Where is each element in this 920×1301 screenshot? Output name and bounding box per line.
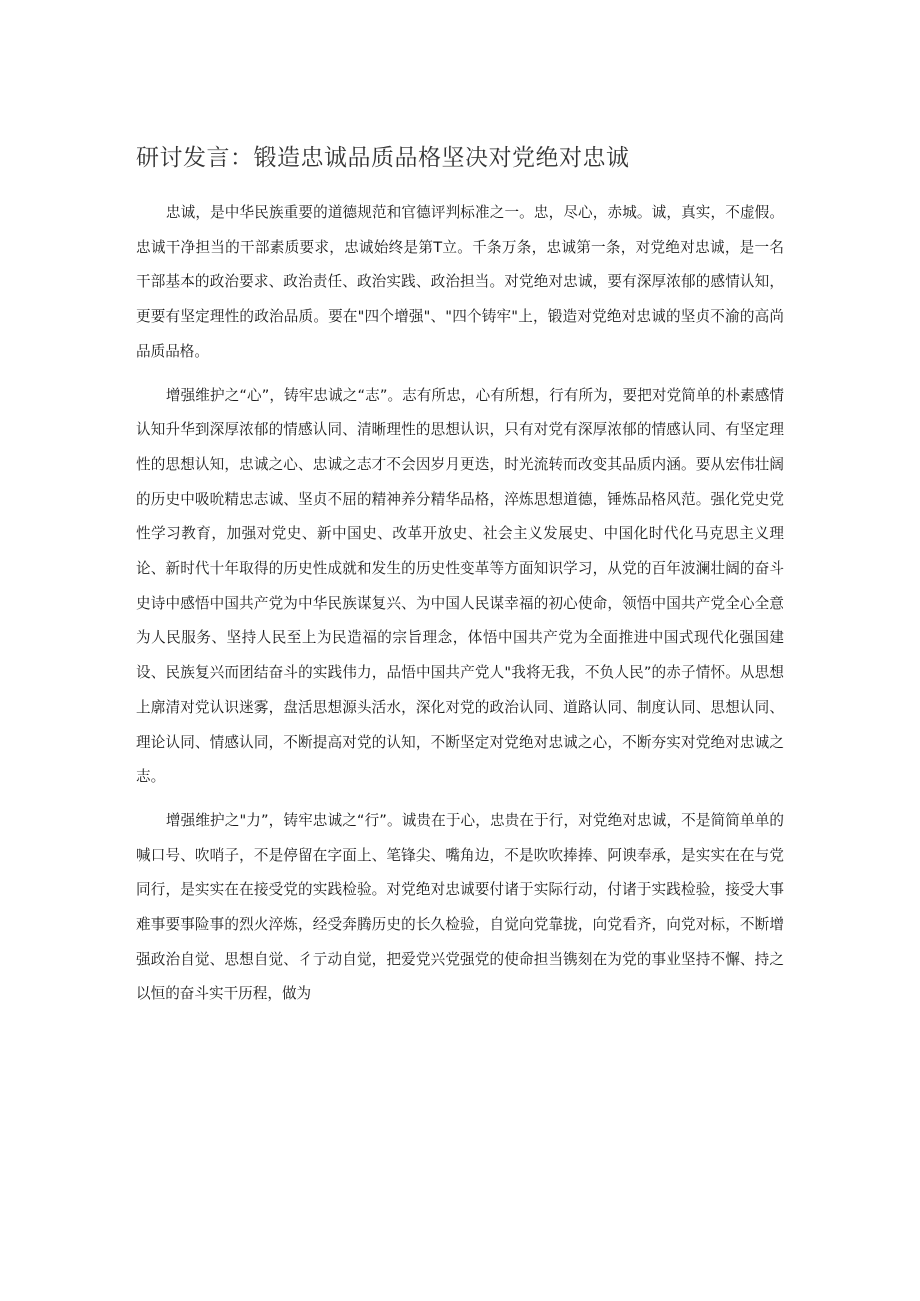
document-body: [136, 196, 784, 1021]
paragraph-intro: 忠诚，是中华民族重要的道德规范和官德评判标准之一。忠，尽心，赤城。诚，真实，不虚假。忠诚干净担当的干部素质要求，忠诚始终是第T立。千条万条，忠诚第一条，对党绝对忠诚，是一名干部基本的政治要求、政治责任、政治实践、政治担当。对党绝对忠诚，要有深厚浓郁的感情认知，更要有坚定理性的政治品质。要在"四个增强"、"四个铸牢"上，锻造对党绝对忠诚的坚贞不渝的高尚品质品格。: [136, 204, 784, 360]
paragraph-strength-action: 增强维护之"力”，铸牢忠诚之“行”。诚贵在于心，忠贵在于行，对党绝对忠诚，不是简简单单的喊口号、吹哨子，不是停留在字面上、笔锋尖、嘴角边，不是吹吹捧捧、阿谀奉承，是实实在在与党同行，是实实在在接受党的实践检验。对党绝对忠诚要付诸于实际行动，付诸于实践检验，接受大事难事要事险事的烈火淬炼，经受奔腾历史的长久检验，自觉向党靠拢，向党看齐，向党对标，不断增强政治自觉、思想自觉、彳亍动自觉，把爱党兴党强党的使命担当镌刻在为党的事业坚持不懈、持之以恒的奋斗实干历程，做为: [136, 811, 784, 1003]
document-title: 研讨发言：锻造忠诚品质品格坚决对党绝对忠诚: [136, 145, 630, 171]
paragraph-heart-will: 增强维护之“心”，铸牢忠诚之“志”。志有所忠，心有所想，行有所为，要把对党简单的朴素感情认知升华到深厚浓郁的情感认同、清晰理性的思想认识，只有对党有深厚浓郁的情感认同、有坚定理性的思想认知，忠诚之心、忠诚之志才不会因岁月更迭，时光流转而改变其品质内涵。要从宏伟壮阔的历史中吸吮精忠志诚、坚贞不屈的精神养分精华品格，淬炼思想道德，锤炼品格风范。强化党史党性学习教育，加强对党史、新中国史、改革开放史、社会主义发展史、中国化时代化马克思主义理论、新时代十年取得的历史性成就和发生的历史性变革等方面知识学习，从党的百年波澜壮阔的奋斗史诗中感悟中国共产党为中华民族谋复兴、为中国人民谋幸福的初心使命，领悟中国共产党全心全意为人民服务、坚持人民至上为民造福的宗旨理念，体悟中国共产党为全面推进中国式现代化强国建设、民族复兴而团结奋斗的实践伟力，品悟中国共产党人"我将无我，不负人民”的赤子情怀。从思想上廓清对党认识迷雾，盘活思想源头活水，深化对党的政治认同、道路认同、制度认同、思想认同、理论认同、情感认同，不断提高对党的认知，不断坚定对党绝对忠诚之心，不断夯实对党绝对忠诚之志。: [136, 386, 784, 786]
